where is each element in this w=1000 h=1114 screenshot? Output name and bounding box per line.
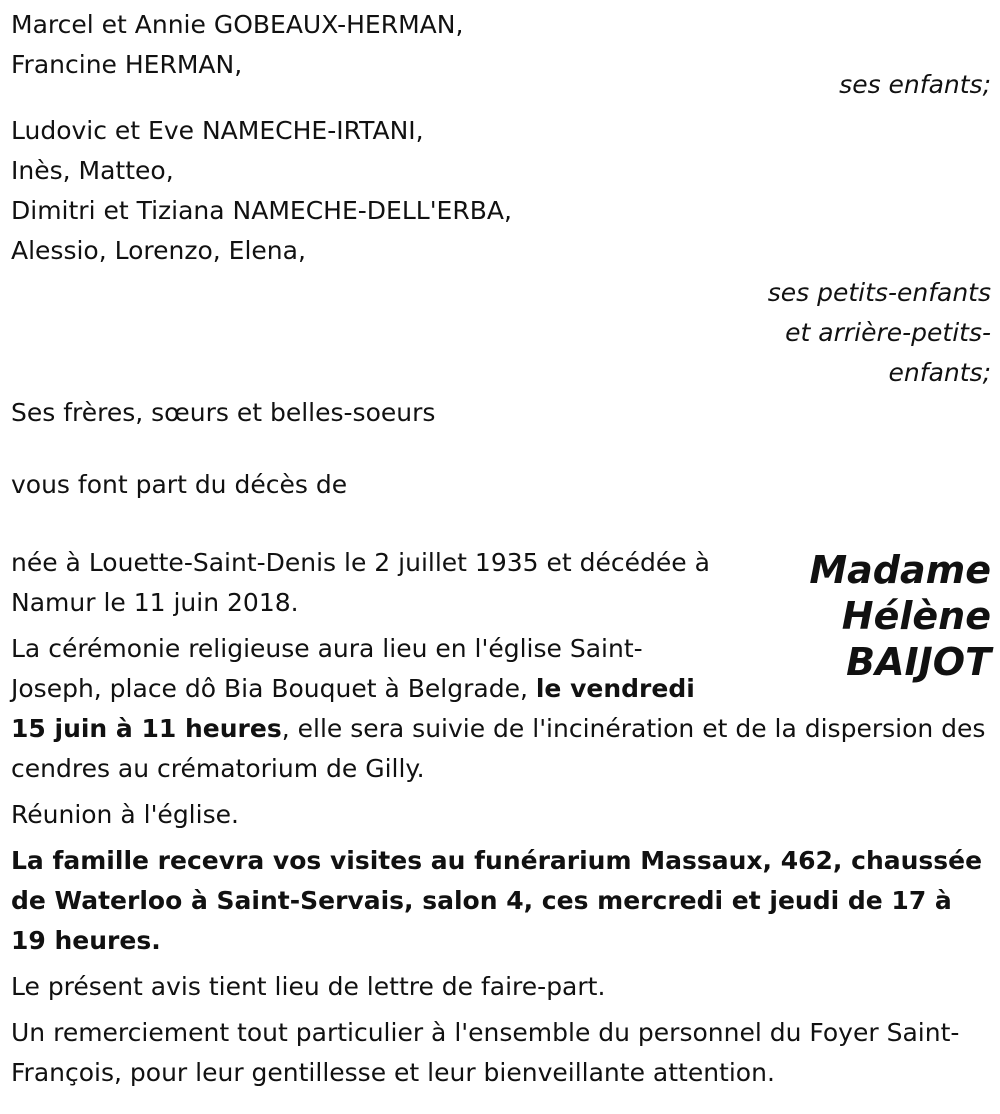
grandchildren-line-4: Alessio, Lorenzo, Elena, — [11, 236, 306, 265]
grandchildren-role-line-2: et arrière-petits- — [785, 318, 991, 347]
deceased-name-last: BAIJOT — [846, 640, 991, 684]
thanks-paragraph: Un remerciement tout particulier à l'ensemble du personnel du Foyer Saint-François, pour leur gentillesse et leur bienveillante attention. — [11, 1018, 960, 1087]
grandchildren-line-1: Ludovic et Eve NAMECHE-IRTANI, — [11, 116, 424, 145]
children-role: ses enfants; — [839, 70, 991, 99]
grandchildren-role-line-1: ses petits-enfants — [767, 278, 991, 307]
visits-paragraph: La famille recevra vos visites au funérarium Massaux, 462, chaussée de Waterloo à Saint-Servais, salon 4, ces mercredi et jeudi de 17 à 19 heures. — [11, 846, 983, 955]
announcement-line: vous font part du décès de — [11, 470, 348, 499]
notice-paragraph: Le présent avis tient lieu de lettre de faire-part. — [11, 972, 606, 1001]
ceremony-text: La cérémonie religieuse aura lieu en l'église Saint-Joseph, place dô Bia Bouquet à Belgrade, — [11, 634, 643, 703]
birth-death-paragraph: née à Louette-Saint-Denis le 2 juillet 1935 et décédée à Namur le 11 juin 2018. — [11, 548, 710, 617]
children-line-2: Francine HERMAN, — [11, 50, 243, 79]
deceased-name — [731, 547, 991, 685]
ceremony-date: le vendredi 15 juin à 11 heures — [11, 674, 695, 743]
siblings-line: Ses frères, sœurs et belles-soeurs — [11, 398, 436, 427]
grandchildren-line-2: Inès, Matteo, — [11, 156, 174, 185]
children-line-1: Marcel et Annie GOBEAUX-HERMAN, — [11, 10, 464, 39]
grandchildren-role-line-3: enfants; — [888, 358, 991, 387]
deceased-name-title: Madame — [809, 548, 991, 592]
reunion-paragraph: Réunion à l'église. — [11, 800, 239, 829]
ceremony-text-end: , elle sera suivie de l'incinération et de la dispersion des cendres au crématorium de Gilly. — [11, 714, 986, 783]
grandchildren-line-3: Dimitri et Tiziana NAMECHE-DELL'ERBA, — [11, 196, 512, 225]
deceased-name-first: Hélène — [841, 594, 991, 638]
obituary-notice — [11, 5, 991, 1093]
